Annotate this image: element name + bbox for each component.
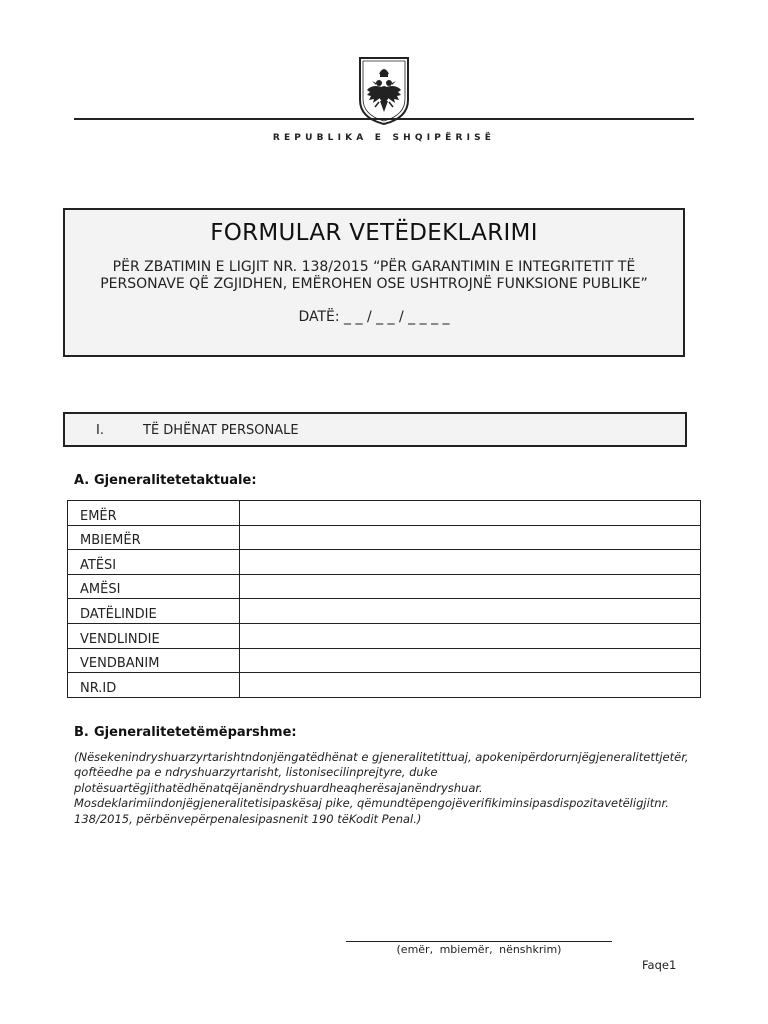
table-row xyxy=(68,648,701,673)
section-header xyxy=(63,412,687,447)
amesi-field[interactable] xyxy=(240,574,701,599)
table-row xyxy=(68,673,701,698)
vendbanim-field[interactable] xyxy=(240,648,701,673)
part-b-note: (Nësekenindryshuarzyrtarishtndonjëngatëdhënat e gjeneralitetittuaj, apokenipërdorurnjëgjeneralitettjetër, qoftëedhe pa e ndryshuarzyrtarisht, listonisecilinprejtyre, duke plotësuartëgjithatëdhënatqëjanëndryshuardheaqherësajanëndryshuar. Mosdeklarimiindonjëgjeneralitetisipaskësaj pike, qëmundtëpengojëverifikiminsipasdispozitavetëligjitnr. 138/2015, përbënvepërpenalesipasnenit 190 tëKodit Penal.) xyxy=(74,750,689,826)
section-title: TË DHËNAT PERSONALE xyxy=(143,423,299,438)
part-b-title: Gjeneralitetetëmëparshme: xyxy=(94,725,297,740)
nr-id-field[interactable] xyxy=(240,673,701,698)
row-label: AMËSI xyxy=(68,574,240,599)
part-a-title: Gjeneralitetetaktuale: xyxy=(94,473,257,488)
part-a-heading xyxy=(74,473,257,488)
form-title: FORMULAR VETËDEKLARIMI xyxy=(210,220,538,246)
page-number: Faqe1 xyxy=(642,958,677,972)
republic-title: REPUBLIKA E SHQIPËRISË xyxy=(272,133,496,143)
table-row xyxy=(68,599,701,624)
row-label: EMËR xyxy=(68,501,240,526)
table-row xyxy=(68,550,701,575)
section-number: I. xyxy=(96,423,104,438)
atesi-field[interactable] xyxy=(240,550,701,575)
row-label: DATËLINDIE xyxy=(68,599,240,624)
form-title-box xyxy=(63,208,685,357)
emer-field[interactable] xyxy=(240,501,701,526)
part-b-heading xyxy=(74,725,297,740)
part-b-letter: B. xyxy=(74,725,89,740)
row-label: NR.ID xyxy=(68,673,240,698)
row-label: MBIEMËR xyxy=(68,525,240,550)
row-label: VENDLINDIE xyxy=(68,623,240,648)
datelindie-field[interactable] xyxy=(240,599,701,624)
header-rule xyxy=(74,118,694,120)
mbiemer-field[interactable] xyxy=(240,525,701,550)
part-a-letter: A. xyxy=(74,473,90,488)
table-row xyxy=(68,501,701,526)
row-label: ATËSI xyxy=(68,550,240,575)
row-label: VENDBANIM xyxy=(68,648,240,673)
signature-caption: (emër, mbiemër, nënshkrim) xyxy=(396,943,562,956)
table-row xyxy=(68,623,701,648)
signature-line[interactable] xyxy=(346,941,612,942)
table-row xyxy=(68,574,701,599)
personal-data-table xyxy=(67,500,701,698)
vendlindie-field[interactable] xyxy=(240,623,701,648)
albanian-coat-of-arms-icon xyxy=(358,56,410,126)
date-field[interactable]: DATË: _ _ / _ _ / _ _ _ _ xyxy=(298,309,450,325)
table-row xyxy=(68,525,701,550)
form-subtitle: PËR ZBATIMIN E LIGJIT NR. 138/2015 “PËR GARANTIMIN E INTEGRITETIT TË PERSONAVE QË ZGJIDHEN, EMËROHEN OSE USHTROJNË FUNKSIONE PUBLIKE” xyxy=(100,259,648,292)
